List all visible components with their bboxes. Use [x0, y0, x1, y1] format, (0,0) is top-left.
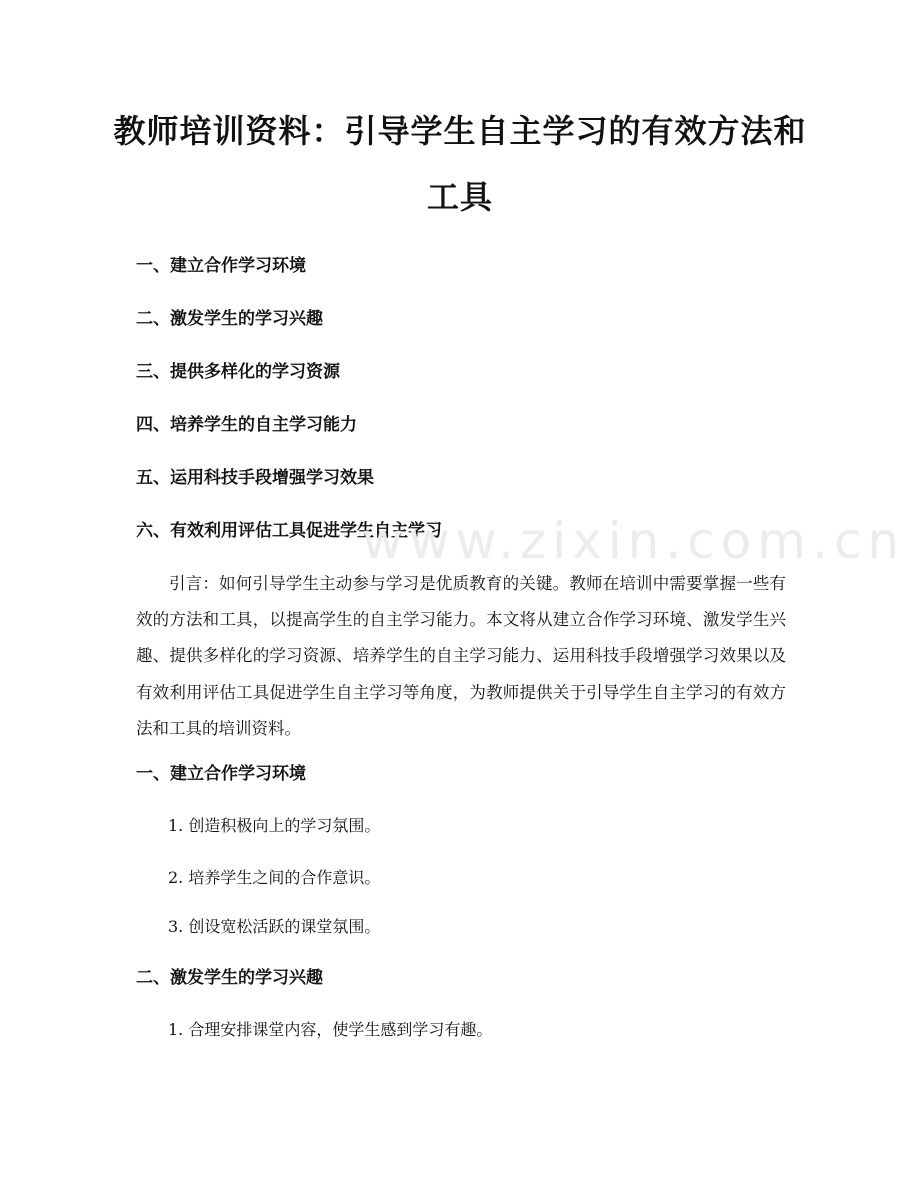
section-heading: 二、激发学生的学习兴趣	[136, 968, 323, 988]
toc-item: 五、运用科技手段增强学习效果	[136, 468, 374, 488]
list-item: 1. 创造积极向上的学习氛围。	[168, 816, 381, 835]
toc-item: 一、建立合作学习环境	[136, 256, 306, 276]
table-of-contents	[136, 248, 796, 566]
intro-paragraph: 引言：如何引导学生主动参与学习是优质教育的关键。教师在培训中需要掌握一些有效的方法和工具，以提高学生的自主学习能力。本文将从建立合作学习环境、激发学生兴趣、提供多样化的学习资源、培养学生的自主学习能力、运用科技手段增强学习效果以及有效利用评估工具促进学生自主学习等角度，为教师提供关于引导学生自主学习的有效方法和工具的培训资料。	[136, 574, 786, 738]
toc-item: 二、激发学生的学习兴趣	[136, 309, 323, 329]
list-item: 2. 培养学生之间的合作意识。	[168, 868, 381, 887]
document-title: 教师培训资料：引导学生自主学习的有效方法和工具	[113, 112, 807, 216]
toc-item: 三、提供多样化的学习资源	[136, 362, 340, 382]
toc-item: 六、有效利用评估工具促进学生自主学习	[136, 521, 442, 541]
list-item: 1. 合理安排课堂内容，使学生感到学习有趣。	[168, 1020, 493, 1039]
list-item: 3. 创设宽松活跃的课堂氛围。	[168, 917, 381, 936]
toc-item: 四、培养学生的自主学习能力	[136, 415, 357, 435]
watermark: www.zixin.com.cn	[362, 512, 906, 570]
section-heading: 一、建立合作学习环境	[136, 764, 306, 784]
